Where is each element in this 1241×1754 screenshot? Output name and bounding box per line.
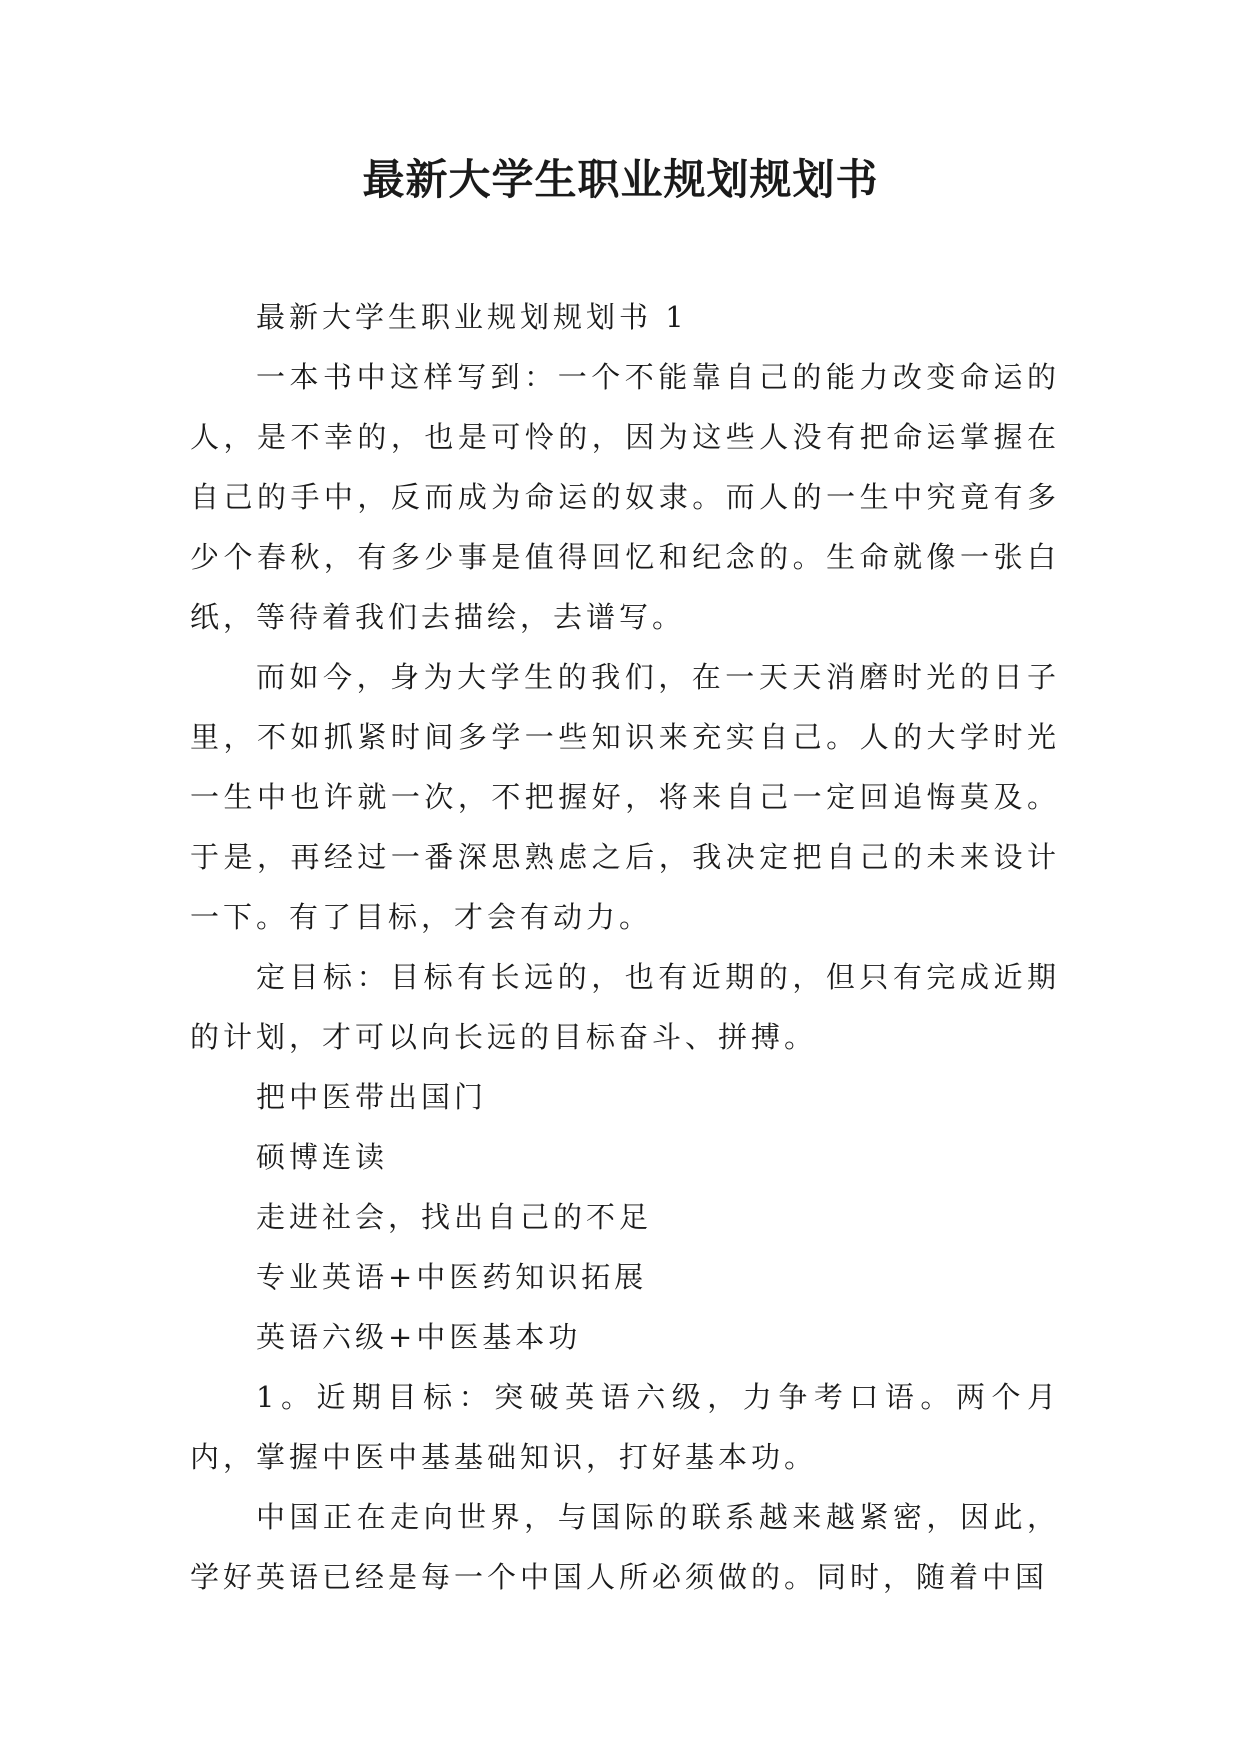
paragraph: 定目标：目标有长远的，也有近期的，但只有完成近期的计划，才可以向长远的目标奋斗、拼搏。 [190,960,1060,1054]
goal-item: 把中医带出国门 [256,1080,488,1114]
paragraph: 1。近期目标：突破英语六级，力争考口语。两个月内，掌握中医中基基础知识，打好基本功。 [190,1380,1060,1474]
goal-item: 走进社会，找出自己的不足 [256,1200,653,1234]
goal-item: 英语六级+中医基本功 [256,1320,582,1354]
paragraph: 一本书中这样写到：一个不能靠自己的能力改变命运的人，是不幸的，也是可怜的，因为这些人没有把命运掌握在自己的手中，反而成为命运的奴隶。而人的一生中究竟有多少个春秋，有多少事是值得回忆和纪念的。生命就像一张白纸，等待着我们去描绘，去谱写。 [190,360,1060,634]
document-body [190,287,1060,1607]
goal-item: 硕博连读 [256,1140,389,1174]
paragraph: 中国正在走向世界，与国际的联系越来越紧密，因此，学好英语已经是每一个中国人所必须做的。同时，随着中国 [190,1500,1060,1594]
goal-item: 专业英语+中医药知识拓展 [256,1260,648,1294]
paragraph-heading: 最新大学生职业规划规划书 1 [256,300,688,334]
document-title: 最新大学生职业规划规划书 [362,155,879,204]
paragraph: 而如今，身为大学生的我们，在一天天消磨时光的日子里，不如抓紧时间多学一些知识来充实自己。人的大学时光一生中也许就一次，不把握好，将来自己一定回追悔莫及。于是，再经过一番深思熟虑之后，我决定把自己的未来设计一下。有了目标，才会有动力。 [190,660,1060,934]
